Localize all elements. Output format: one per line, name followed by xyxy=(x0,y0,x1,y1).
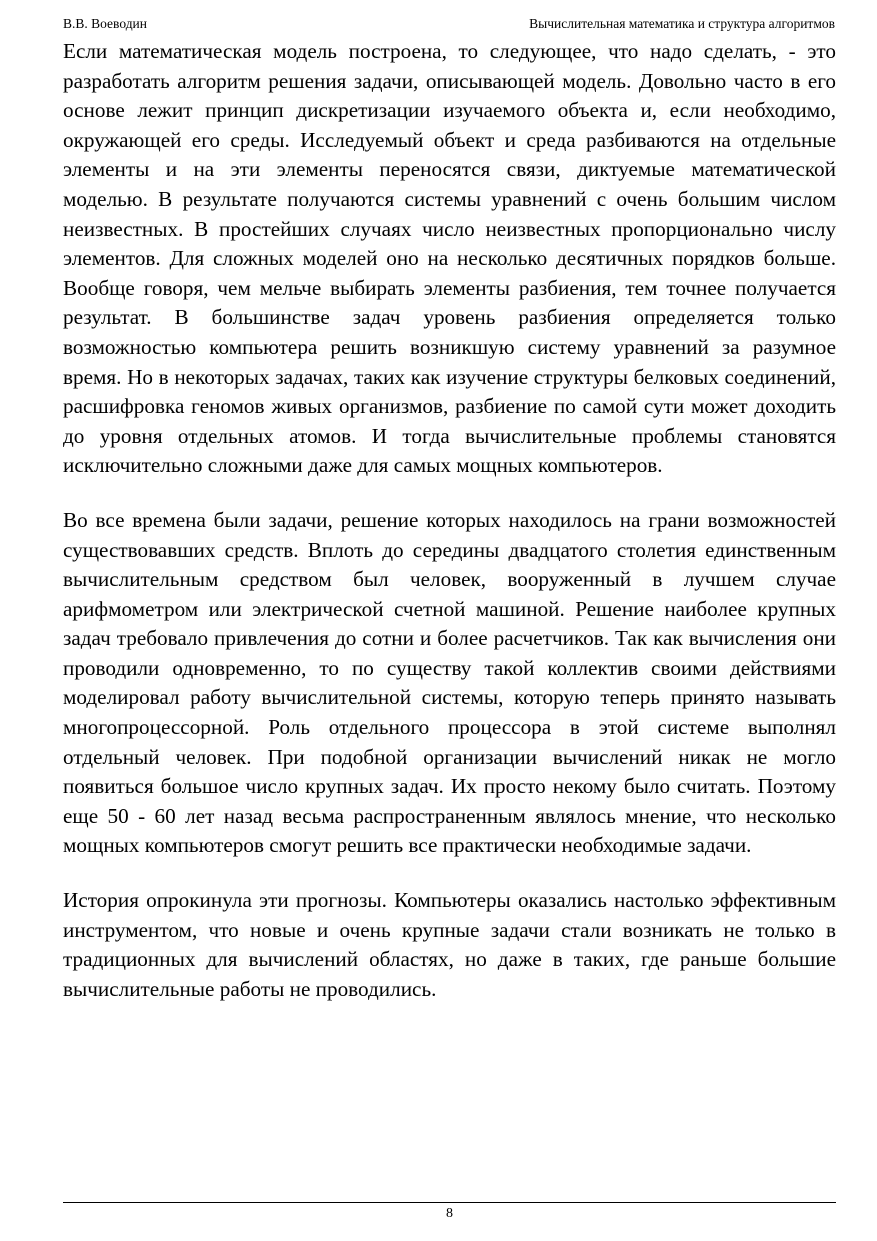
paragraph-3: История опрокинула эти прогнозы. Компьютеры оказались настолько эффективным инструментом, что новые и очень крупные задачи стали возникать не только в традиционных для вычислений областях, но даже в таких, где раньше большие вычислительные работы не проводились. xyxy=(63,888,836,1001)
page-number: 8 xyxy=(446,1206,453,1221)
paragraph-2: Во все времена были задачи, решение которых находилось на грани возможностей существовавших средств. Вплоть до середины двадцатого столетия единственным вычислительным средством был человек, вооруженный в лучшем случае арифмометром или электрической счетной машиной. Решение наиболее крупных задач требовало привлечения до сотни и более расчетчиков. Так как вычисления они проводили одновременно, то по существу такой коллектив своими действиями моделировал работу вычислительной системы, которую теперь принято называть многопроцессорной. Роль отдельного процессора в этой системе выполнял отдельный человек. При подобной организации вычислений никак не могло появиться большое число крупных задач. Их просто некому было считать. Поэтому еще 50 - 60 лет назад весьма распространенным являлось мнение, что несколько мощных компьютеров смогут решить все практически необходимые задачи. xyxy=(63,507,836,858)
footer-divider xyxy=(63,1202,836,1203)
header-title: Вычислительная математика и структура алгоритмов xyxy=(529,16,835,31)
paragraph-1: Если математическая модель построена, то следующее, что надо сделать, - это разработать алгоритм решения задачи, описывающей модель. Довольно часто в его основе лежит принцип дискретизации изучаемого объекта и, если необходимо, окружающей его среды. Исследуемый объект и среда разбиваются на отдельные элементы и на эти элементы переносятся связи, диктуемые математической моделью. В результате получаются системы уравнений с очень большим числом неизвестных. В простейших случаях число неизвестных пропорционально числу элементов. Для сложных моделей оно на несколько десятичных порядков больше. Вообще говоря, чем мельче выбирать элементы разбиения, тем точнее получается результат. В большинстве задач уровень разбиения определяется только возможностью компьютера решить возникшую систему уравнений за разумное время. Но в некоторых задачах, таких как изучение структуры белковых соединений, расшифровка геномов живых организмов, разбиение по самой сути может доходить до уровня отдельных атомов. И тогда вычислительные проблемы становятся исключительно сложными даже для самых мощных компьютеров. xyxy=(63,39,836,478)
running-header xyxy=(63,14,835,34)
header-author: В.В. Воеводин xyxy=(63,16,148,31)
body-text xyxy=(63,37,836,1029)
